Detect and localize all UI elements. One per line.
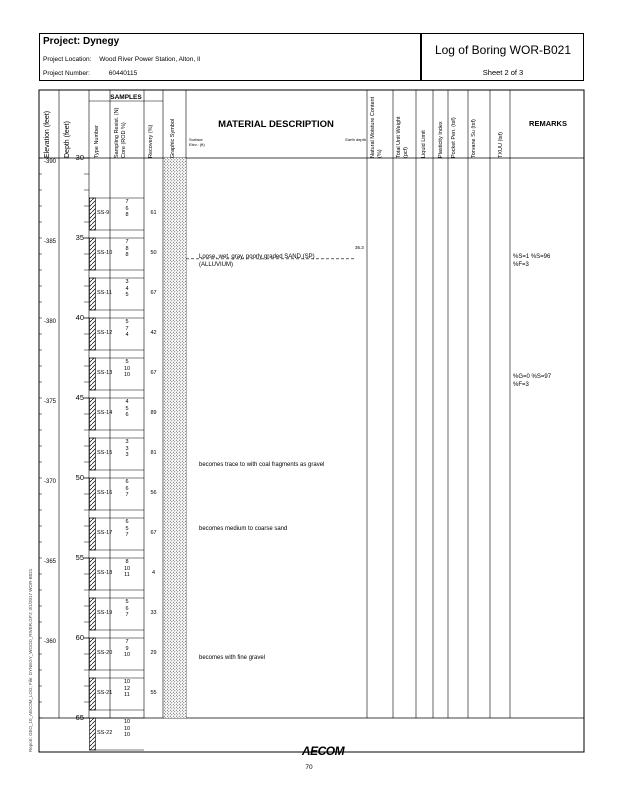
sampler-marker [90, 398, 96, 430]
elevation-tick-label: -375 [44, 398, 57, 405]
blow-count: 6 [125, 605, 129, 612]
project-name: Dynegy [83, 36, 120, 47]
sample-id: SS-21 [97, 690, 113, 696]
sampler-marker [90, 518, 96, 550]
sampler-marker [90, 558, 96, 590]
blow-counts [112, 519, 142, 539]
recovery-value: 67 [150, 290, 157, 296]
sampler-marker [90, 638, 96, 670]
log-title: Log of Boring WOR-B021 [434, 43, 572, 57]
sampler-marker [90, 678, 96, 710]
sample-id: SS-11 [97, 290, 112, 296]
blow-count: 8 [125, 252, 129, 258]
blow-counts [112, 719, 142, 739]
blow-counts [112, 359, 142, 379]
blow-count: 3 [125, 452, 129, 458]
number-value: 60440115 [108, 70, 138, 77]
sample-id: SS-13 [97, 370, 113, 376]
sand-graphic [164, 158, 186, 718]
blow-count: 7 [125, 532, 129, 538]
location-value: Wood River Power Station, Alton, Il [99, 56, 201, 63]
sample-id: SS-14 [97, 410, 113, 416]
depth-tick-label: 45 [75, 393, 84, 402]
blow-count: 6 [125, 485, 129, 492]
elevation-tick-label: -385 [44, 238, 57, 245]
torvane-header: Torvane Su (tsf) [471, 119, 477, 158]
sampler-marker [90, 718, 96, 750]
earth-depth-label: Earth depth [345, 137, 366, 142]
sampler-marker [90, 198, 96, 230]
recovery-value: 33 [150, 610, 157, 616]
graphic-symbol-column [164, 158, 356, 718]
blow-count: 7 [125, 639, 129, 645]
recovery-value: 56 [150, 490, 157, 496]
blow-count: 6 [125, 205, 129, 212]
sheet-number: Sheet 2 of 3 [482, 68, 524, 77]
samples-header: SAMPLES [110, 94, 142, 101]
blow-counts [112, 679, 142, 699]
material-description-header: MATERIAL DESCRIPTION [218, 119, 334, 130]
depth-header: Depth (feet) [64, 121, 71, 158]
depth-tick-label: 35 [75, 233, 84, 242]
sample-id: SS-15 [97, 450, 113, 456]
remark-1a: %S=1 %S=96 [513, 254, 551, 260]
description-coal: becomes trace to with coal fragments as gravel [199, 462, 325, 468]
sampler-marker [90, 278, 96, 310]
elevation-header: Elevation (feet) [44, 110, 51, 158]
recovery-value: 29 [150, 650, 157, 656]
liquid-limit-header: Liquid Limit [421, 130, 427, 158]
txuu-header: TXUU (tsf) [498, 132, 504, 158]
blow-counts [112, 319, 142, 339]
blow-count: 5 [125, 525, 129, 532]
project-label: Project: [43, 36, 81, 47]
blow-count: 9 [125, 645, 129, 652]
total-unit-weight-header: Total Unit Weight (pcf) [396, 116, 409, 158]
blow-count: 10 [123, 565, 131, 572]
sample-id: SS-18 [97, 570, 113, 576]
sample-id: SS-10 [97, 250, 113, 256]
blow-count: 7 [125, 239, 129, 245]
sample-id: SS-12 [97, 330, 113, 336]
blow-count: 5 [125, 292, 129, 298]
description-fine-gravel: becomes with fine gravel [199, 655, 266, 661]
sampler-marker [90, 318, 96, 350]
elevation-tick-label: -390 [44, 158, 57, 165]
blow-count: 10 [123, 732, 131, 738]
blow-count: 8 [125, 559, 129, 565]
sample-id: SS-16 [97, 490, 113, 496]
blow-count: 12 [123, 685, 131, 692]
elevation-tick-label: -380 [44, 318, 57, 325]
blow-count: 11 [124, 572, 130, 578]
blow-count: 10 [123, 725, 131, 732]
description-medium-coarse: becomes medium to coarse sand [199, 526, 288, 532]
sample-id: SS-20 [97, 650, 113, 656]
blow-counts [112, 439, 142, 459]
recovery-value: 89 [150, 410, 157, 416]
blow-count: 3 [125, 439, 129, 445]
aecom-logo: AECOM [301, 744, 345, 758]
blow-count: 5 [125, 599, 129, 605]
remarks-header: REMARKS [529, 119, 567, 128]
elevation-tick-label: -365 [44, 558, 57, 565]
blow-count: 5 [125, 359, 129, 365]
contact-depth-mark: 36.3 [355, 245, 364, 250]
graphic-symbol-header: Graphic Symbol [170, 118, 176, 158]
blow-counts [112, 639, 142, 659]
blow-counts [112, 599, 142, 619]
elevation-tick-label: -360 [44, 638, 57, 645]
remark-1b: %F=3 [513, 262, 529, 268]
depth-tick-label: 60 [75, 633, 84, 642]
sample-id: SS-9 [97, 210, 110, 216]
elevation-tick-label: -370 [44, 478, 57, 485]
sampler-marker [90, 238, 96, 270]
remark-2b: %F=3 [513, 382, 529, 388]
blow-count: 7 [125, 492, 129, 498]
recovery-value: 81 [150, 450, 157, 456]
sampler-marker [90, 478, 96, 510]
sampling-resist-header: Sampling Resist. (N) Core (ROD %) [114, 107, 127, 158]
description-main: Loose, wet, gray, poorly graded SAND (SP) [199, 254, 315, 260]
recovery-value: 67 [150, 530, 157, 536]
blow-count: 10 [123, 372, 131, 378]
blow-count: 11 [124, 692, 130, 698]
report-file-note: Report: GEO_10_AECOM_LOG; File: DYNEGY_WOOD_RIVER.GPJ; 3/1/2017 WOR-B021 [28, 568, 33, 752]
blow-count: 10 [123, 679, 131, 685]
description-alluvium: (ALLUVIUM) [199, 262, 234, 268]
pocket-pen-header: Pocket Pen. (tsf) [451, 117, 457, 158]
blow-count: 6 [125, 479, 129, 485]
sample-id: SS-22 [97, 730, 113, 736]
recovery-value: 4 [151, 570, 156, 576]
blow-counts [112, 239, 142, 259]
depth-tick-label: 40 [75, 313, 84, 322]
blow-count: 10 [123, 652, 131, 658]
sample-id: SS-17 [97, 530, 113, 536]
recovery-value: 67 [150, 370, 157, 376]
blow-count: 10 [123, 719, 131, 725]
blow-count: 4 [125, 332, 129, 338]
depth-tick-label: 65 [75, 713, 84, 722]
recovery-value: 61 [150, 210, 157, 216]
blow-count: 6 [125, 519, 129, 525]
blow-count: 5 [125, 405, 129, 412]
blow-count: 4 [125, 399, 129, 405]
blow-count: 10 [123, 365, 131, 372]
blow-counts [112, 279, 142, 299]
recovery-header: Recovery (%) [148, 124, 154, 158]
blow-counts [112, 479, 142, 499]
recovery-value: 42 [150, 330, 157, 336]
blow-counts [112, 559, 142, 579]
blow-count: 7 [125, 612, 129, 618]
blow-count: 3 [125, 279, 129, 285]
blow-count: 6 [125, 412, 129, 418]
sampler-marker [90, 358, 96, 390]
remark-2a: %G=0 %S=97 [513, 374, 552, 380]
surface-elev-label: Surface Elev.: (ft) [189, 137, 205, 147]
sampler-marker [90, 598, 96, 630]
blow-count: 8 [125, 212, 129, 218]
blow-counts [112, 399, 142, 419]
blow-count: 7 [125, 199, 129, 205]
type-number-header: Type Number [94, 124, 100, 158]
blow-count: 7 [125, 325, 129, 332]
depth-tick-label: 30 [75, 153, 84, 162]
natural-moisture-header: Natural Moisture Content (%) [370, 96, 383, 158]
blow-count: 5 [125, 319, 129, 325]
number-label: Project Number: [43, 70, 90, 77]
page-number: 70 [305, 764, 313, 771]
depth-tick-label: 50 [75, 473, 84, 482]
location-label: Project Location: [43, 56, 92, 63]
blow-counts [112, 199, 142, 219]
blow-count: 4 [125, 285, 129, 292]
sample-id: SS-19 [97, 610, 113, 616]
blow-count: 3 [125, 445, 129, 452]
recovery-value: 50 [150, 250, 157, 256]
plasticity-index-header: Plasticity Index [438, 121, 444, 158]
blow-count: 8 [125, 245, 129, 252]
recovery-value: 55 [150, 690, 157, 696]
sampler-marker [90, 438, 96, 470]
depth-tick-label: 55 [75, 553, 84, 562]
